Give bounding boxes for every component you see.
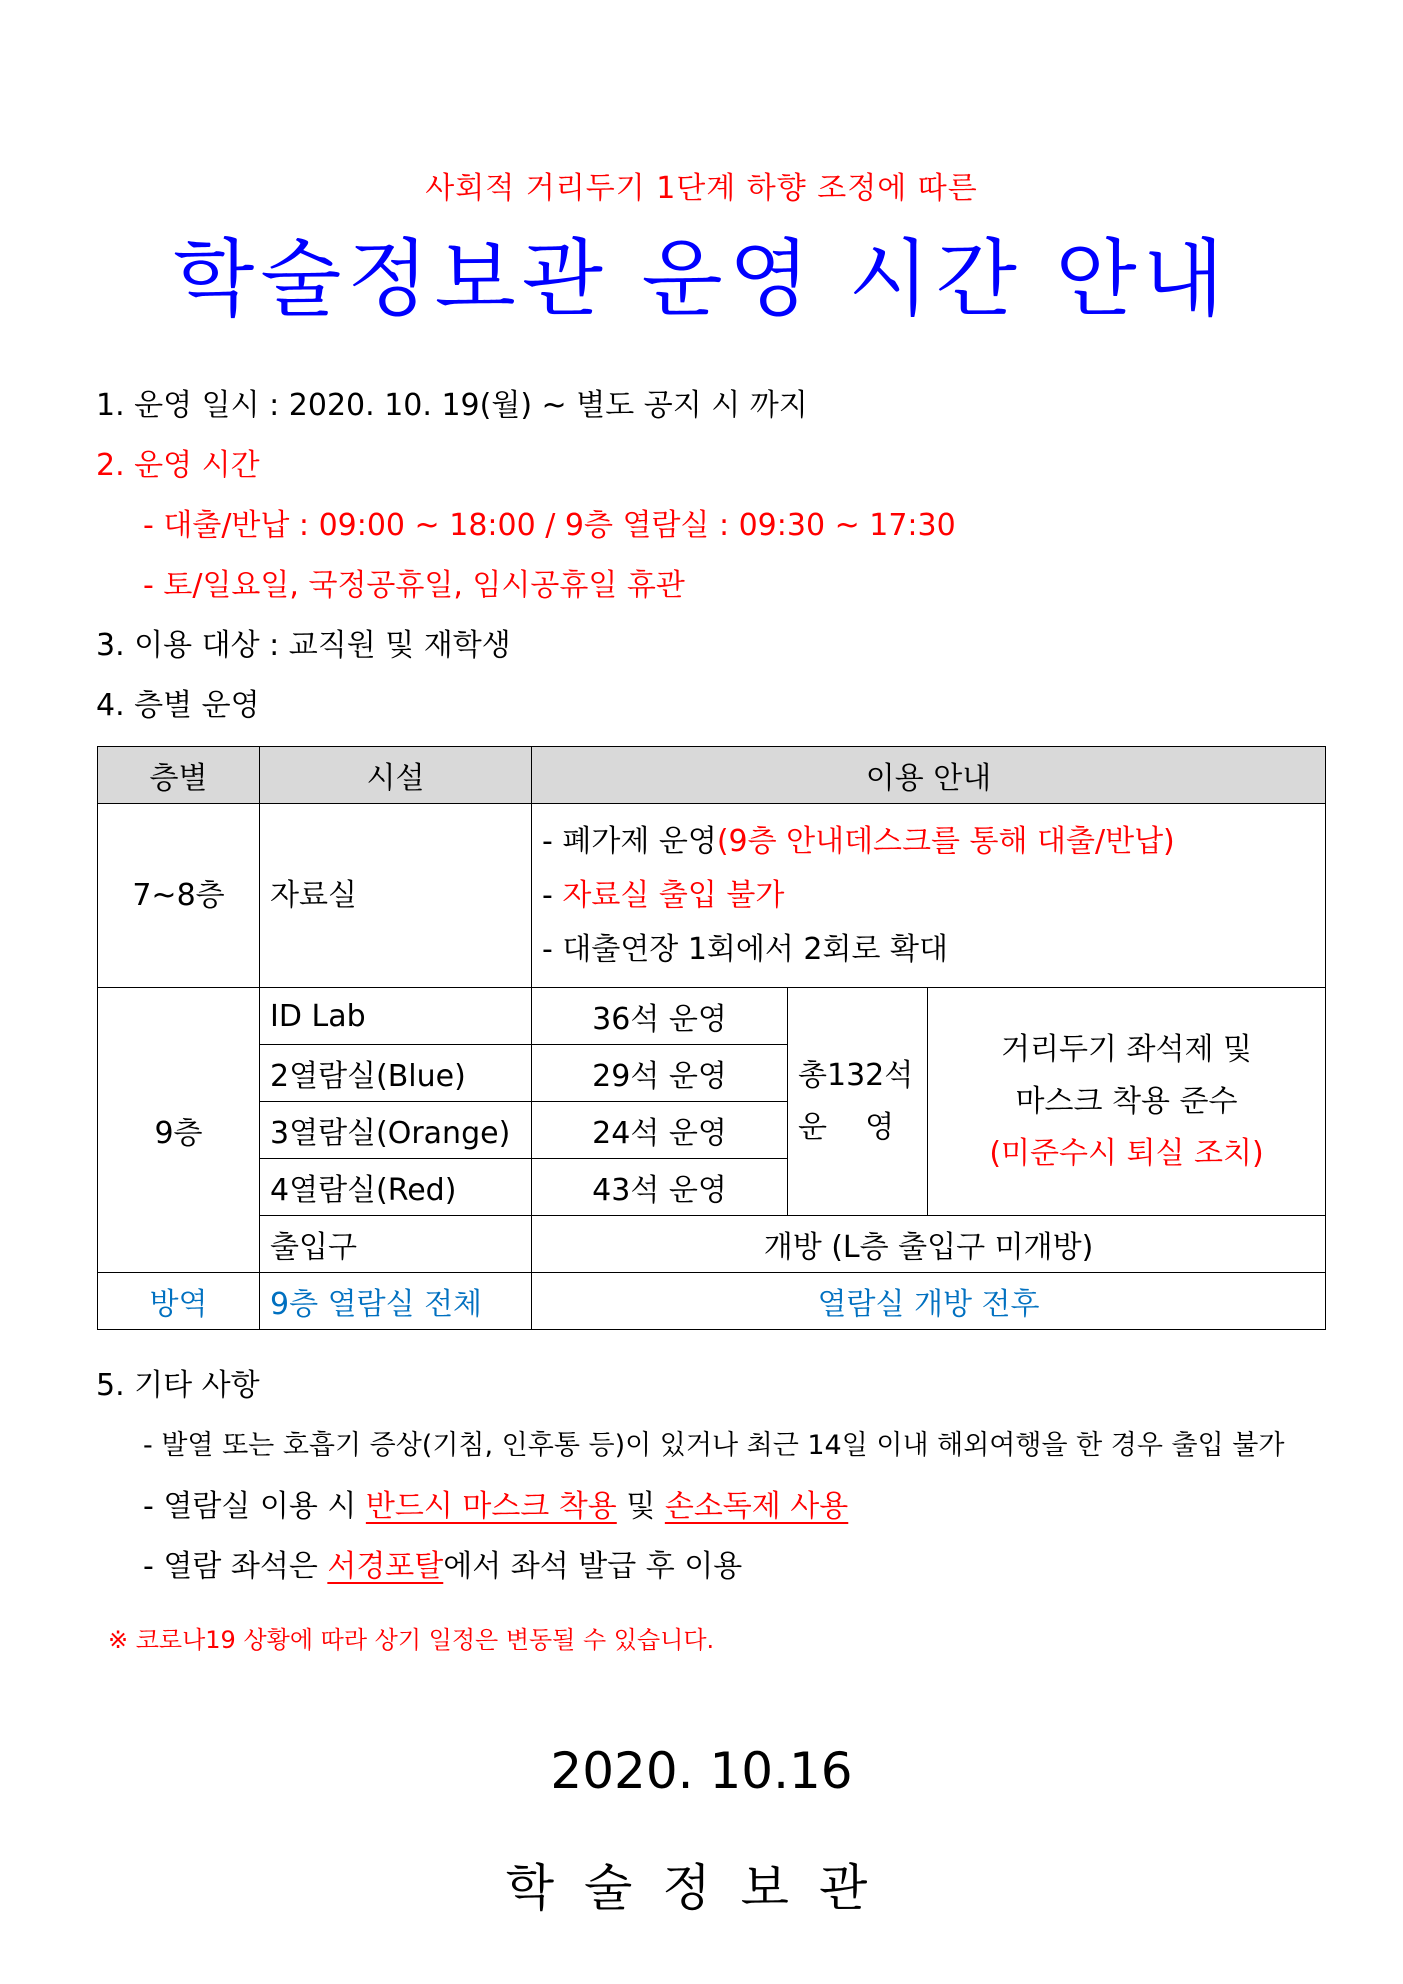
room-name: 4열람실(Red) [260, 1159, 532, 1216]
section-3: 3. 이용 대상 : 교직원 및 재학생 [96, 628, 511, 663]
info-line: - 폐가제 운영 [542, 823, 717, 859]
section-5: 5. 기타 사항 [96, 1368, 260, 1403]
entrance: 출입구 [260, 1216, 532, 1273]
info-line: - [542, 877, 563, 913]
text: 에서 좌석 발급 후 이용 [443, 1549, 743, 1584]
seat-rules: 거리두기 좌석제 및 마스크 착용 준수 (미준수시 퇴실 조치) [928, 988, 1326, 1216]
table-row [98, 988, 1326, 1045]
section-4: 4. 층별 운영 [96, 688, 260, 723]
etc-item-3 [143, 1541, 742, 1585]
emphasis: 반드시 마스크 착용 [365, 1489, 617, 1524]
section-1: 1. 운영 일시 : 2020. 10. 19(월) ~ 별도 공지 시 까지 [96, 388, 808, 423]
total-seats: 총132석 운 영 [788, 988, 928, 1216]
header-floor: 층별 [98, 747, 260, 804]
floor-cell: 7~8층 [98, 804, 260, 988]
room-name: ID Lab [260, 988, 532, 1045]
section-2-closed: - 토/일요일, 국정공휴일, 임시공휴일 휴관 [143, 568, 685, 603]
table-row [98, 1216, 1326, 1273]
entrance-info: 개방 (L층 출입구 미개방) [532, 1216, 1326, 1273]
text: - 열람실 이용 시 [143, 1489, 366, 1524]
header-info: 이용 안내 [532, 747, 1326, 804]
info-cell [532, 804, 1326, 988]
room-name: 2열람실(Blue) [260, 1045, 532, 1102]
info-line-red: (9층 안내데스크를 통해 대출/반납) [716, 823, 1175, 859]
facility-cell: 자료실 [260, 804, 532, 988]
room-seats: 43석 운영 [532, 1159, 788, 1216]
floor-cell: 9층 [98, 988, 260, 1273]
info-line-red: 자료실 출입 불가 [562, 877, 785, 913]
info-line: - 대출연장 1회에서 2회로 확대 [542, 931, 948, 967]
section-2: 2. 운영 시간 [96, 448, 260, 483]
text: 및 [616, 1489, 665, 1524]
date: 2020. 10.16 [550, 1742, 853, 1800]
header-facility: 시설 [260, 747, 532, 804]
table-row [98, 804, 1326, 988]
section-2-hours: - 대출/반납 : 09:00 ~ 18:00 / 9층 열람실 : 09:30 ~ 17:30 [143, 508, 956, 543]
organization: 학술정보관 [505, 1859, 898, 1917]
notice: ※ 코로나19 상황에 따라 상기 일정은 변동될 수 있습니다. [108, 1626, 715, 1654]
portal-link[interactable]: 서경포탈 [327, 1549, 444, 1584]
quarantine-time: 열람실 개방 전후 [532, 1273, 1326, 1330]
subtitle: 사회적 거리두기 1단계 하향 조정에 따른 [425, 171, 978, 206]
etc-item-2 [143, 1481, 848, 1525]
table-row [98, 1273, 1326, 1330]
text: - 열람 좌석은 [143, 1549, 328, 1584]
page-title: 학술정보관 운영 시간 안내 [173, 230, 1230, 328]
quarantine-scope: 9층 열람실 전체 [260, 1273, 532, 1330]
etc-item-1: - 발열 또는 호흡기 증상(기침, 인후통 등)이 있거나 최근 14일 이내 해외여행을 한 경우 출입 불가 [143, 1430, 1285, 1461]
room-seats: 36석 운영 [532, 988, 788, 1045]
room-seats: 29석 운영 [532, 1045, 788, 1102]
emphasis: 손소독제 사용 [664, 1489, 849, 1524]
room-seats: 24석 운영 [532, 1102, 788, 1159]
floor-table [97, 746, 1326, 1330]
table-header [98, 747, 1326, 804]
quarantine: 방역 [98, 1273, 260, 1330]
room-name: 3열람실(Orange) [260, 1102, 532, 1159]
